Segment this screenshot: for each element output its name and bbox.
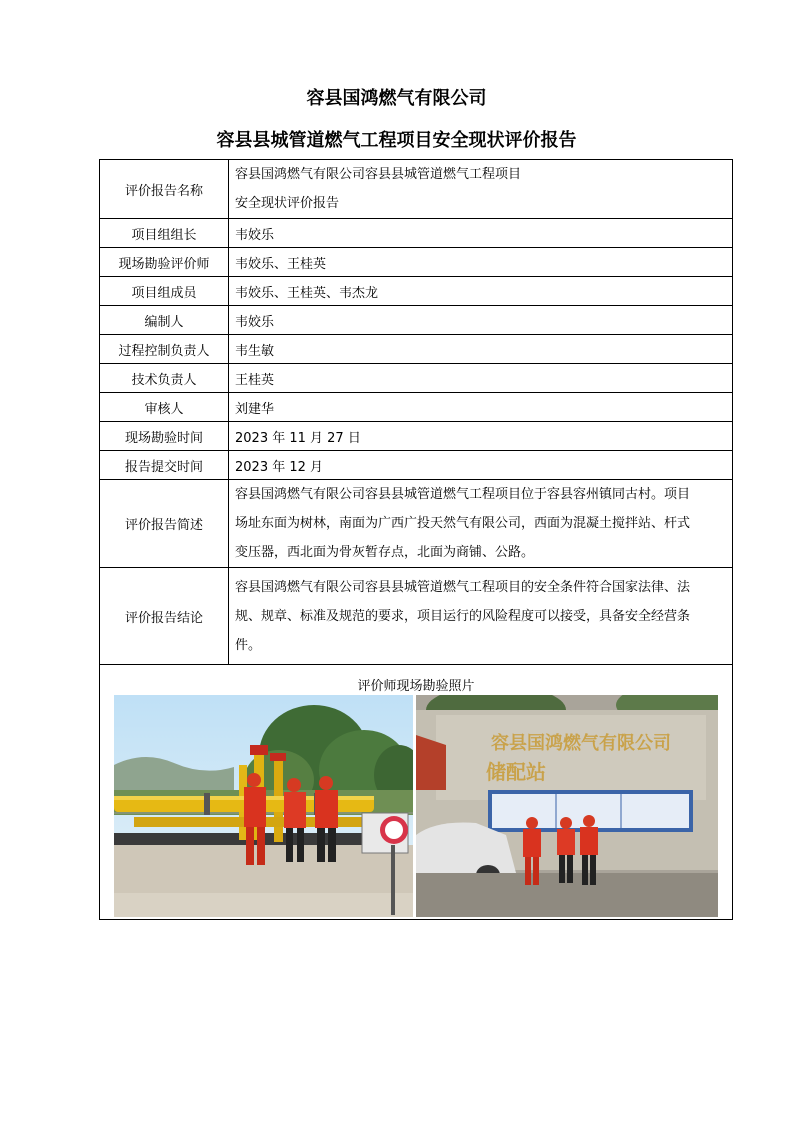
value-line: 规、规章、标准及规范的要求，项目运行的风险程度可以接受，具备安全经营条 [235,608,691,624]
row-label-summary: 评价报告简述 [100,480,229,568]
row-label-submit-date: 报告提交时间 [100,451,229,480]
table-row [100,451,733,480]
row-label-reviewer: 审核人 [100,393,229,422]
table-row [100,393,733,422]
table-row [100,306,733,335]
table-row [100,335,733,364]
table-row [100,364,733,393]
row-value-site-date: 2023 年 11 月 27 日 [229,422,733,451]
row-label-technical-lead: 技术负责人 [100,364,229,393]
value-line: 容县国鸿燃气有限公司容县县城管道燃气工程项目 [235,167,522,182]
row-label-team-leader: 项目组组长 [100,219,229,248]
table-row [100,568,733,665]
row-value-author: 韦姣乐 [229,306,733,335]
report-title: 容县县城管道燃气工程项目安全现状评价报告 [216,130,577,151]
table-row [100,277,733,306]
company-title: 容县国鸿燃气有限公司 [306,88,487,109]
value-line: 件。 [235,637,262,653]
row-value-conclusion [229,568,733,665]
table-row [100,480,733,568]
row-value-team-leader: 韦姣乐 [229,219,733,248]
table-row [100,248,733,277]
value-line: 容县国鸿燃气有限公司容县县城管道燃气工程项目的安全条件符合国家法律、法 [235,579,691,595]
table-row [100,665,733,920]
value-line: 安全现状评价报告 [235,196,340,211]
table-row [100,160,733,219]
row-label-process-control: 过程控制负责人 [100,335,229,364]
row-value-team-members: 韦姣乐、王桂英、韦杰龙 [229,277,733,306]
row-label-site-date: 现场勘验时间 [100,422,229,451]
station-sign-name: 储配站 [486,760,546,784]
value-line: 场址东面为树林，南面为广西广投天然气有限公司，西面为混凝土搅拌站、杆式 [235,516,691,531]
row-value-process-control: 韦生敏 [229,335,733,364]
table-row [100,422,733,451]
photos-area [100,695,732,917]
row-value-submit-date: 2023 年 12 月 [229,451,733,480]
row-value-reviewer: 刘建华 [229,393,733,422]
row-value-report-name [229,160,733,219]
row-label-conclusion: 评价报告结论 [100,568,229,665]
row-label-report-name: 评价报告名称 [100,160,229,219]
report-info-table [99,159,733,920]
row-value-technical-lead: 王桂英 [229,364,733,393]
row-value-site-assessors: 韦姣乐、王桂英 [229,248,733,277]
value-line: 容县国鸿燃气有限公司容县县城管道燃气工程项目位于容县容州镇同古村。项目 [235,487,691,502]
row-label-site-assessors: 现场勘验评价师 [100,248,229,277]
row-label-team-members: 项目组成员 [100,277,229,306]
row-value-summary [229,480,733,568]
site-photo-pipeline [114,695,413,917]
value-line: 变压器，西北面为骨灰暂存点，北面为商铺、公路。 [235,545,535,560]
photo-cell [100,665,733,920]
row-label-author: 编制人 [100,306,229,335]
table-row [100,219,733,248]
station-sign-company: 容县国鸿燃气有限公司 [491,733,671,754]
photo-caption: 评价师现场勘验照片 [357,679,475,694]
site-photo-station-gate [416,695,718,917]
